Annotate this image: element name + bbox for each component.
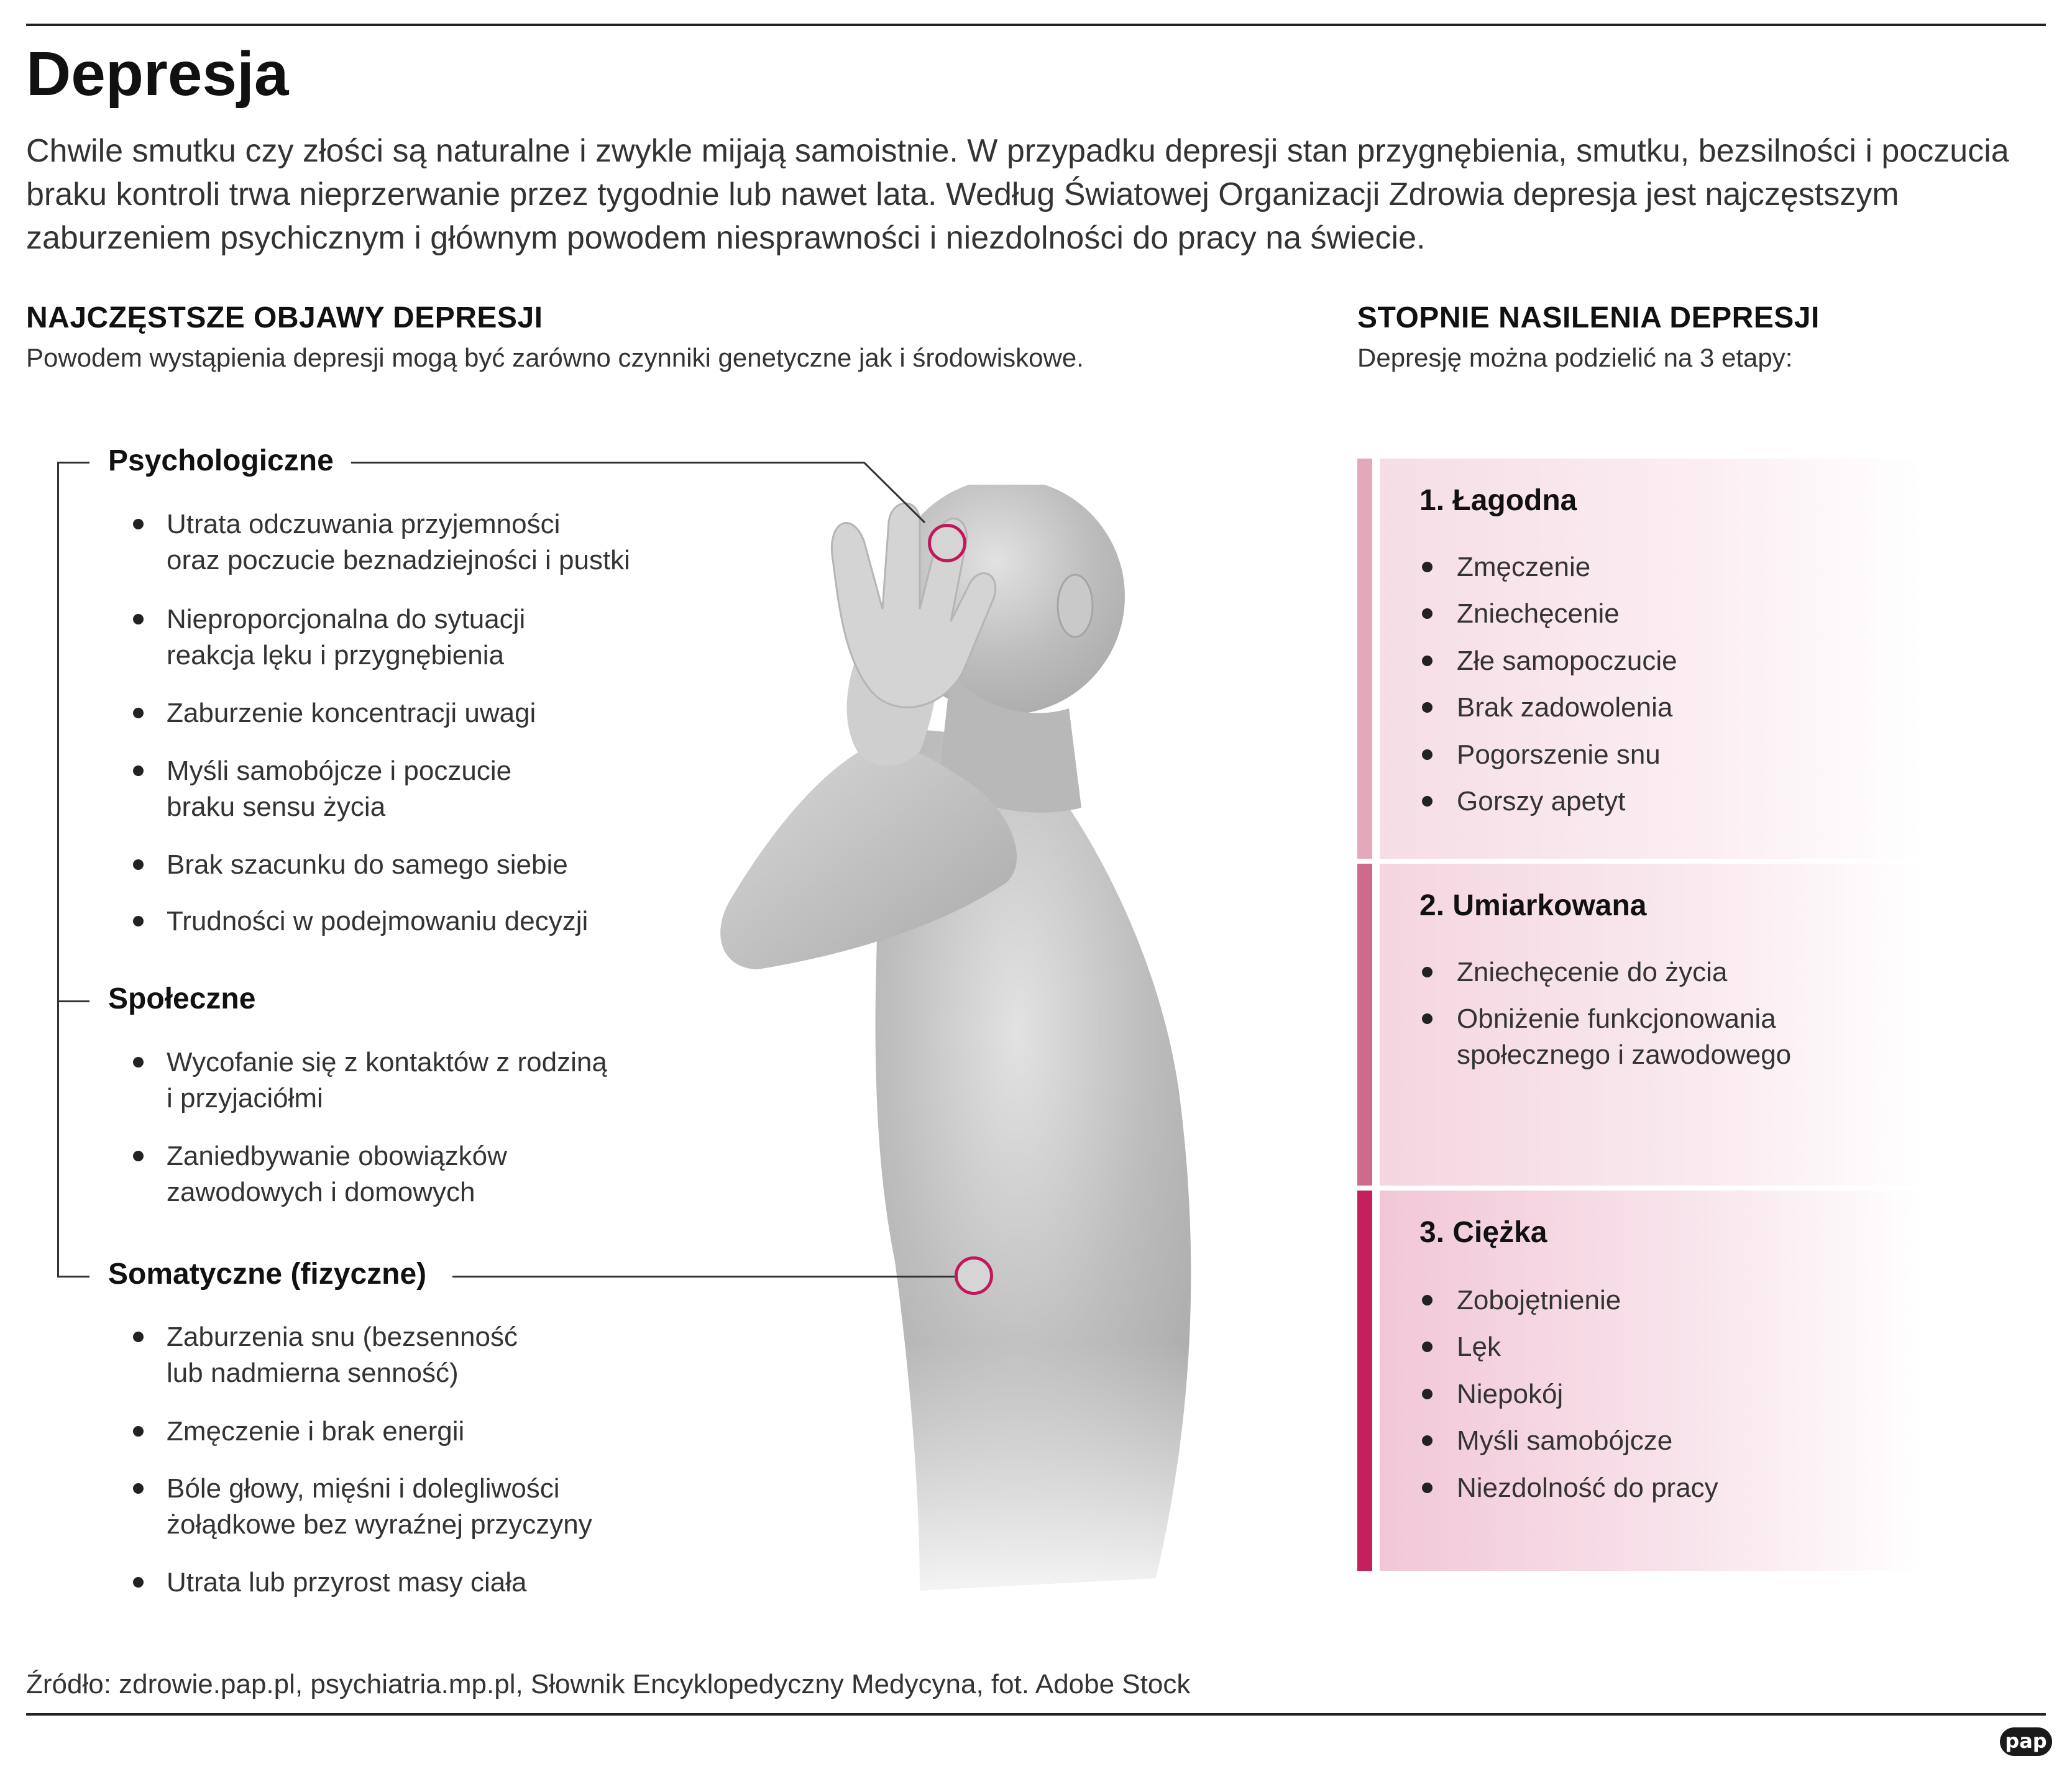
bullet-dot — [133, 1426, 144, 1437]
bullet-dot — [1422, 796, 1433, 807]
bullet-dot — [133, 519, 144, 529]
category-label-psychologiczne: Psychologiczne — [108, 444, 334, 477]
bottom-rule — [26, 1713, 2046, 1716]
bullet-dot — [1422, 608, 1433, 619]
stage-bar — [1357, 1191, 1372, 1571]
bracket-tick-somatyczne — [57, 1276, 89, 1278]
bullet-dot — [133, 1057, 144, 1068]
stages-subheading: Depresję można podzielić na 3 etapy: — [1357, 343, 1793, 372]
bullet-dot — [1422, 1435, 1433, 1446]
bullet-dot — [133, 859, 144, 870]
symptom-item: Zaburzenia snu (bezsenność lub nadmierna senność) — [167, 1322, 518, 1388]
top-rule — [26, 24, 2046, 26]
leader-diagonal — [863, 460, 937, 535]
symptom-item: Myśli samobójcze i poczucie braku sensu życia — [167, 756, 512, 822]
bullet-dot — [1422, 1342, 1433, 1352]
stage-title: 3. Ciężka — [1419, 1216, 1547, 1249]
symptom-item: Trudności w podejmowaniu decyzji — [167, 906, 589, 936]
page-title: Depresja — [26, 39, 289, 109]
symptom-item: Brak szacunku do samego siebie — [167, 849, 568, 880]
bullet-dot — [133, 614, 144, 624]
stage-item: Zniechęcenie — [1457, 598, 1620, 629]
bracket-tick-spoleczne — [57, 1000, 89, 1002]
intro-paragraph: Chwile smutku czy złości są naturalne i zwykle mijają samoistnie. W przypadku depresji stan przygnębienia, smutku, bezsilności i poczucia braku kontroli trwa nieprzerwanie przez tygodnie lub nawet lata. Według Światowej Organizacji Zdrowia depresja jest najczęstszym zaburzeniem psychicznym i głównym powodem niesprawności i niezdolności do pracy na świecie. — [26, 133, 2009, 256]
bullet-dot — [1422, 562, 1433, 572]
symptom-item: Zaburzenie koncentracji uwagi — [167, 698, 536, 728]
stage-item: Pogorszenie snu — [1457, 739, 1661, 770]
stage-item: Zobojętnienie — [1457, 1285, 1621, 1315]
stage-item: Gorszy apetyt — [1457, 786, 1626, 816]
stage-title: 2. Umiarkowana — [1419, 889, 1647, 922]
stage-card-lagodna — [1357, 459, 1923, 859]
bullet-dot — [133, 916, 144, 926]
bullet-dot — [1422, 1013, 1433, 1024]
stage-item: Brak zadowolenia — [1457, 692, 1673, 723]
head-marker — [928, 524, 966, 562]
bracket-tick-psychologiczne — [57, 462, 89, 464]
stage-item: Myśli samobójcze — [1457, 1425, 1673, 1456]
stage-item: Niepokój — [1457, 1379, 1564, 1409]
body-marker — [955, 1256, 993, 1295]
bullet-dot — [133, 1577, 144, 1588]
stage-item: Złe samopoczucie — [1457, 646, 1677, 676]
bullet-dot — [1422, 656, 1433, 666]
symptoms-subheading: Powodem wystąpienia depresji mogą być zarówno czynniki genetyczne jak i środowiskowe. — [26, 343, 1084, 372]
symptom-item: Zaniedbywanie obowiązków zawodowych i domowych — [167, 1141, 507, 1207]
symptom-item: Wycofanie się z kontaktów z rodziną i przyjaciółmi — [167, 1047, 607, 1113]
source-note: Źródło: zdrowie.pap.pl, psychiatria.mp.pl, Słownik Encyklopedyczny Medycyna, fot. Adobe Stock — [26, 1669, 1191, 1699]
bullet-dot — [1422, 967, 1433, 977]
stage-card-umiarkowana — [1357, 864, 1923, 1186]
category-bracket — [57, 462, 59, 1278]
bullet-dot — [133, 766, 144, 776]
bullet-dot — [1422, 1483, 1433, 1493]
stage-item: Obniżenie funkcjonowania społecznego i zawodowego — [1457, 1004, 1792, 1070]
bullet-dot — [133, 1483, 144, 1494]
bullet-dot — [133, 1332, 144, 1342]
human-figure-illustration — [684, 485, 1243, 1628]
category-label-somatyczne: Somatyczne (fizyczne) — [108, 1258, 427, 1291]
symptom-item: Utrata odczuwania przyjemności oraz poczucie beznadziejności i pustki — [167, 509, 630, 575]
bullet-dot — [1422, 702, 1433, 713]
stage-item: Niezdolność do pracy — [1457, 1473, 1718, 1503]
symptom-item: Bóle głowy, mięśni i dolegliwości żołądkowe bez wyraźnej przyczyny — [167, 1473, 592, 1540]
stage-item: Zmęczenie — [1457, 552, 1591, 582]
symptom-item: Zmęczenie i brak energii — [167, 1416, 465, 1447]
symptoms-heading: NAJCZĘSTSZE OBJAWY DEPRESJI — [26, 301, 543, 334]
stage-bar — [1357, 459, 1372, 859]
bullet-dot — [133, 1151, 144, 1161]
stage-title: 1. Łagodna — [1419, 484, 1577, 517]
category-label-spoleczne: Społeczne — [108, 982, 256, 1015]
symptom-item: Utrata lub przyrost masy ciała — [167, 1567, 527, 1598]
symptom-item: Nieproporcjonalna do sytuacji reakcja lęku i przygnębienia — [167, 604, 526, 670]
bullet-dot — [1422, 749, 1433, 760]
stage-bar — [1357, 864, 1372, 1186]
stage-card-ciezka — [1357, 1191, 1923, 1571]
pap-logo: pap — [2000, 1727, 2052, 1756]
stages-heading: STOPNIE NASILENIA DEPRESJI — [1357, 301, 1820, 334]
bullet-dot — [1422, 1295, 1433, 1305]
stage-item: Lęk — [1457, 1332, 1501, 1362]
leader-line-somatyczne — [452, 1276, 956, 1278]
bullet-dot — [1422, 1389, 1433, 1399]
bullet-dot — [133, 708, 144, 718]
stage-item: Zniechęcenie do życia — [1457, 957, 1728, 987]
leader-line-psychologiczne — [351, 462, 864, 464]
